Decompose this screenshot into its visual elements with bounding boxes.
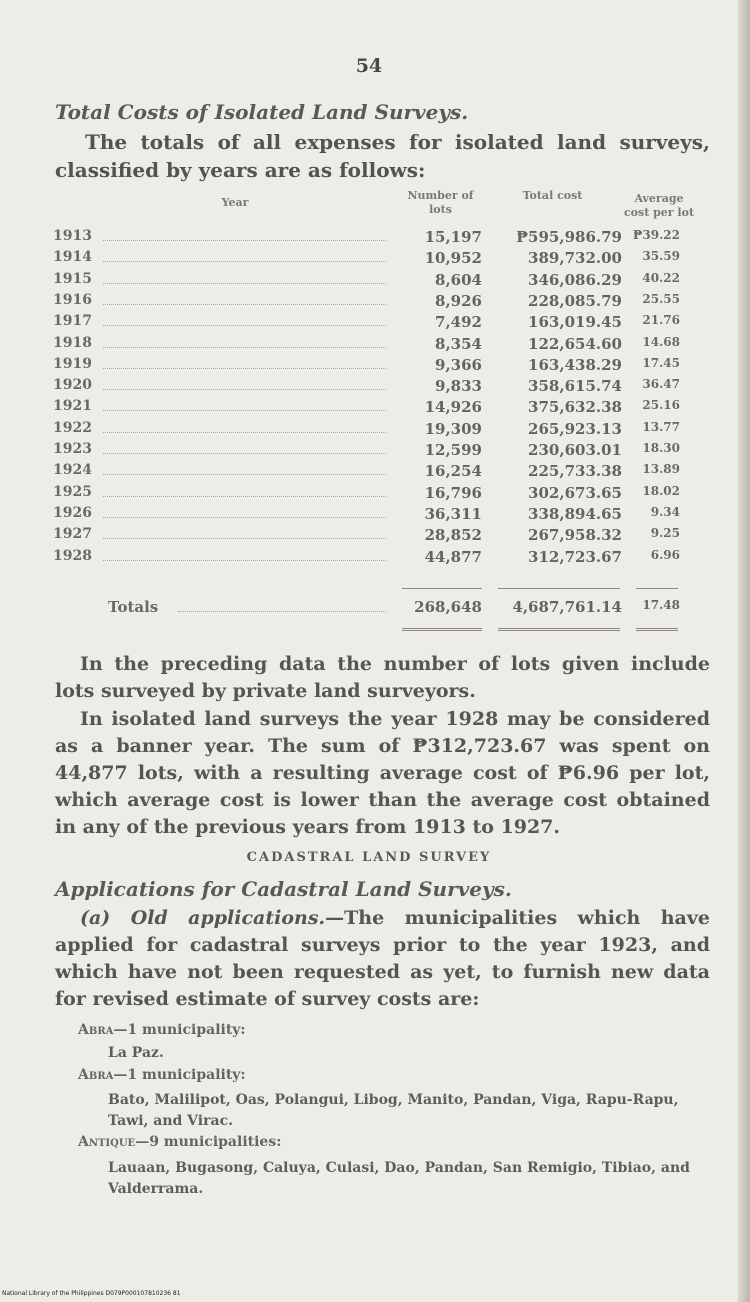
dot-leader — [103, 474, 386, 475]
lots-sum-rule — [402, 588, 482, 589]
page-number: 54 — [355, 55, 383, 77]
old-applications-text: —The municipalities which have applied for cadastral surveys prior to the year 1923, and which have not been requested as yet, to furnish new data for revised estimate of survey costs are: — [55, 907, 710, 1010]
lots-cell: 28,852 — [424, 526, 482, 545]
year-cell: 1920 — [53, 377, 92, 394]
totals-lots: 268,648 — [414, 598, 482, 616]
dot-leader — [103, 410, 386, 411]
year-cell: 1914 — [53, 249, 92, 266]
dot-leader — [103, 240, 386, 241]
year-cell: 1913 — [53, 228, 92, 244]
paragraph-private-surveyors: In the preceding data the number of lots given include lots surveyed by private land surveyors. — [55, 653, 710, 702]
average-cell: 14.68 — [642, 334, 680, 349]
cost-cell: 225,733.38 — [528, 462, 622, 481]
cost-cell: 338,894.65 — [528, 504, 622, 523]
cost-cell: 375,632.38 — [528, 398, 622, 417]
cost-cell: 228,085.79 — [528, 291, 622, 310]
municipality-list: Bato, Malilipot, Oas, Polangui, Libog, Manito, Pandan, Viga, Rapu-Rapu, Tawi, and Virac. — [108, 1092, 679, 1129]
province-entry: Antique—9 municipalities: — [78, 1134, 282, 1150]
province-entry: Abra—1 municipality: — [78, 1022, 246, 1038]
province-entry: Abra—1 municipality: — [78, 1067, 246, 1083]
average-cell: 17.45 — [642, 355, 680, 370]
average-cell: 9.25 — [650, 526, 680, 541]
average-cell: 36.47 — [642, 377, 680, 392]
lots-cell: 44,877 — [424, 547, 482, 566]
cost-cell: 302,673.65 — [528, 483, 622, 502]
lots-cell: 19,309 — [424, 419, 482, 438]
dot-leader — [103, 347, 386, 348]
year-cell: 1926 — [53, 504, 92, 521]
lots-cell: 7,492 — [435, 313, 482, 332]
lots-cell: 9,366 — [435, 355, 482, 374]
cost-sum-rule — [498, 588, 620, 589]
paragraph-banner-year: In isolated land surveys the year 1928 may be considered as a banner year. The sum of ₱312,723.67 was spent on 44,877 lots, with a resulting average cost of ₱6.96 per lot, which average cost is lower than the average cost obtained in any of the previous years from 1913 to 1927. — [55, 708, 710, 838]
year-cell: 1923 — [53, 441, 92, 457]
year-cell: 1921 — [53, 398, 92, 415]
lots-cell: 12,599 — [424, 441, 482, 459]
average-cell: 9.34 — [650, 504, 680, 519]
intro-paragraph: The totals of all expenses for isolated land surveys, classified by years are as follows: — [55, 130, 710, 182]
dot-leader — [103, 432, 386, 433]
cost-cell: 230,603.01 — [528, 441, 622, 459]
dot-leader — [103, 453, 386, 454]
municipality-list: Lauaan, Bugasong, Caluya, Culasi, Dao, Pandan, San Remigio, Tibiao, and Valderrama. — [108, 1160, 690, 1197]
average-cell: 40.22 — [642, 270, 680, 285]
lots-cell: 15,197 — [424, 228, 482, 246]
dot-leader — [103, 560, 386, 561]
header-total-cost: Total cost — [522, 189, 583, 202]
totals-avg: 17.48 — [642, 598, 680, 612]
year-cell: 1917 — [53, 313, 92, 330]
lots-cell: 8,604 — [435, 270, 482, 289]
lots-cell: 9,833 — [435, 377, 482, 396]
year-cell: 1925 — [53, 483, 92, 500]
lots-cell: 8,354 — [435, 334, 482, 353]
applications-title: Applications for Cadastral Land Surveys. — [55, 877, 512, 901]
year-cell: 1916 — [53, 291, 92, 308]
page-edge — [738, 0, 750, 1302]
cost-cell: 122,654.60 — [528, 334, 622, 353]
year-cell: 1919 — [53, 355, 92, 372]
lots-cell: 36,311 — [424, 504, 482, 523]
cost-cell: 346,086.29 — [528, 270, 622, 289]
average-cell: ₱39.22 — [632, 228, 680, 242]
dot-leader — [103, 496, 386, 497]
average-cell: 18.30 — [642, 441, 680, 455]
cost-cell: 358,615.74 — [528, 377, 622, 396]
cost-total-rule — [498, 628, 620, 631]
cost-cell: 163,019.45 — [528, 313, 622, 332]
dot-leader — [103, 538, 386, 539]
totals-cost: 4,687,761.14 — [512, 598, 622, 616]
section-title: Total Costs of Isolated Land Surveys. — [55, 100, 469, 124]
average-cell: 6.96 — [650, 547, 680, 562]
lots-cell: 10,952 — [424, 249, 482, 268]
header-lots: Number of lots — [407, 189, 474, 216]
cost-cell: 312,723.67 — [528, 547, 622, 566]
old-applications-paragraph — [55, 905, 710, 1013]
year-cell: 1927 — [53, 526, 92, 543]
header-average-cost: Average cost per lot — [623, 192, 695, 219]
avg-total-rule — [636, 628, 678, 631]
header-year: Year — [221, 196, 249, 209]
dot-leader — [103, 304, 386, 305]
dot-leader — [103, 389, 386, 390]
year-cell: 1918 — [53, 334, 92, 351]
average-cell: 25.55 — [642, 291, 680, 306]
cost-cell: ₱595,986.79 — [516, 228, 622, 246]
average-cell: 13.77 — [642, 419, 680, 434]
lots-cell: 14,926 — [424, 398, 482, 417]
average-cell: 13.89 — [642, 462, 680, 477]
lots-cell: 16,796 — [424, 483, 482, 502]
dot-leader — [103, 261, 386, 262]
dot-leader — [103, 517, 386, 518]
lots-cell: 16,254 — [424, 462, 482, 481]
year-cell: 1915 — [53, 270, 92, 287]
cost-cell: 267,958.32 — [528, 526, 622, 545]
year-cell: 1924 — [53, 462, 92, 479]
average-cell: 18.02 — [642, 483, 680, 498]
dot-leader — [103, 283, 386, 284]
cost-cell: 265,923.13 — [528, 419, 622, 438]
dot-leader — [103, 325, 386, 326]
table-row — [0, 548, 738, 572]
library-footer: National Library of the Philippines D079P000107810236 81 — [2, 1290, 181, 1297]
lots-total-rule — [402, 628, 482, 631]
average-cell: 25.16 — [642, 398, 680, 413]
average-cell: 21.76 — [642, 313, 680, 328]
cost-cell: 163,438.29 — [528, 355, 622, 374]
municipality-list: La Paz. — [108, 1045, 164, 1061]
dot-leader — [103, 368, 386, 369]
year-cell: 1928 — [53, 547, 92, 564]
cadastral-heading: CADASTRAL LAND SURVEY — [246, 850, 492, 865]
average-cell: 35.59 — [642, 249, 680, 264]
year-cell: 1922 — [53, 419, 92, 436]
cost-cell: 389,732.00 — [528, 249, 622, 268]
totals-label: Totals — [108, 598, 159, 616]
avg-sum-rule — [636, 588, 678, 589]
totals-leader — [178, 611, 386, 612]
lots-cell: 8,926 — [435, 291, 482, 310]
old-applications-lead: (a) Old applications. — [80, 907, 326, 929]
